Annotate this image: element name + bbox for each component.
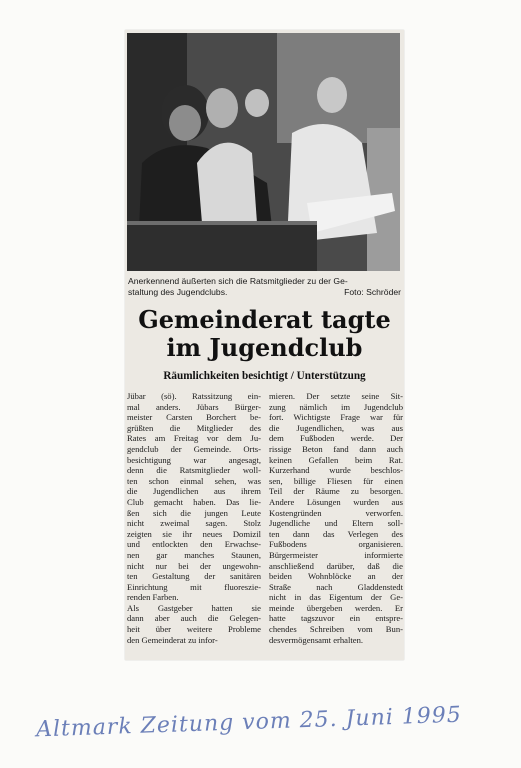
article-text-line: ten dann das Verlegen des: [269, 528, 403, 539]
headline-line-2: im Jugendclub: [166, 333, 363, 362]
handwritten-source-note: Altmark Zeitung vom 25. Juni 1995: [35, 702, 463, 743]
article-text-line: nicht in das Eigentum der Ge-: [269, 592, 403, 603]
article-text-line: sen, billige Fliesen für einen: [269, 475, 403, 486]
article-text-line: anschließend darüber, daß die: [269, 560, 403, 571]
article-text-line: Einrichtung mit fluoreszie-: [127, 581, 261, 592]
article-text-line: Straße nach Gladdenstedt: [269, 581, 403, 592]
article-text-line: und entlockten den Erwachse-: [127, 539, 261, 550]
article-text-line: die Jugendlichen aus ihrem: [127, 486, 261, 497]
article-text-line: Kostengründen verworfen.: [269, 507, 403, 518]
article-text-line: zeigten sie ihr neues Domizil: [127, 528, 261, 539]
headline-line-1: Gemeinderat tagte: [138, 305, 391, 334]
article-text-line: chendes Schreiben vom Bun-: [269, 624, 403, 635]
article-text-line: Jübar (sö). Ratssitzung ein-: [127, 391, 261, 401]
article-text-line: nen gar manches Staunen,: [127, 549, 261, 560]
article-text-line: Kurzerhand wurde beschlos-: [269, 465, 403, 476]
article-text-line: Andere Lösungen wurden aus: [269, 496, 403, 507]
article-text-line: Teil der Räume zu besorgen.: [269, 486, 403, 497]
article-text-line: meister Carsten Borchert be-: [127, 412, 261, 423]
article-text-line: mal anders. Jübars Bürger-: [127, 401, 261, 412]
newspaper-clipping: [125, 30, 404, 660]
article-text-line: Club gemacht haben. Das lie-: [127, 496, 261, 507]
article-headline: [125, 306, 404, 362]
caption-line-1: Anerkennend äußerten sich die Ratsmitglieder zu der Ge-: [128, 276, 348, 286]
caption-line-2: staltung des Jugendclubs.: [128, 286, 228, 297]
article-text-line: besichtigung war angesagt,: [127, 454, 261, 465]
article-text-line: nicht zweimal sagen. Stolz: [127, 518, 261, 529]
article-text-line: nicht nur bei der ungewohn-: [127, 560, 261, 571]
article-text-line: Jugendliche und Eltern soll-: [269, 518, 403, 529]
article-text-line: die Jugendlichen, was aus: [269, 422, 403, 433]
article-text-line: dann aber auch die Gelegen-: [127, 613, 261, 624]
article-text-line: beiden Wohnblöcke an der: [269, 571, 403, 582]
article-text-line: grüßten die Mitglieder des: [127, 422, 261, 433]
article-text-line: Als Gastgeber hatten sie: [127, 602, 261, 613]
article-text-line: fort. Wichtigste Frage war für: [269, 412, 403, 423]
article-text-line: ten schon einmal sehen, was: [127, 475, 261, 486]
article-text-line: keinen Gefallen beim Rat.: [269, 454, 403, 465]
photo-caption: [128, 276, 401, 297]
article-text-line: hatte tagszuvor ein entspre-: [269, 613, 403, 624]
article-text-line: Bürgermeister informierte: [269, 549, 403, 560]
article-text-line: heit über weitere Probleme: [127, 624, 261, 635]
article-text-line: rissige Beton fand dann auch: [269, 443, 403, 454]
article-text-line: desvermögensamt erhalten.: [269, 634, 364, 645]
article-text-line: gendclub der Gemeinde. Orts-: [127, 443, 261, 454]
article-text-line: renden Farben.: [127, 592, 179, 603]
article-subheadline: Räumlichkeiten besichtigt / Unterstützung: [163, 370, 366, 382]
photo-illustration: [127, 33, 400, 271]
article-column-left: [127, 391, 261, 645]
article-text-line: ßen sich die jungen Leute: [127, 507, 261, 518]
article-text-line: zung nämlich im Jugendclub: [269, 401, 403, 412]
article-text-line: den Gemeinderat zu infor-: [127, 634, 218, 645]
article-column-right: [269, 391, 403, 645]
article-text-line: mieren. Der setzte seine Sit-: [269, 391, 403, 401]
article-text-line: Rates am Freitag vor dem Ju-: [127, 433, 261, 444]
article-photo: [127, 33, 400, 271]
photo-credit: Foto: Schröder: [344, 286, 401, 297]
article-text-line: ten Gestaltung der sanitären: [127, 571, 261, 582]
article-text-line: denn die Ratsmitglieder woll-: [127, 465, 261, 476]
article-text-line: meinde übergeben werden. Er: [269, 602, 403, 613]
article-text-line: dem Fußboden werde. Der: [269, 433, 403, 444]
article-text-line: Fußbodens organisieren.: [269, 539, 403, 550]
